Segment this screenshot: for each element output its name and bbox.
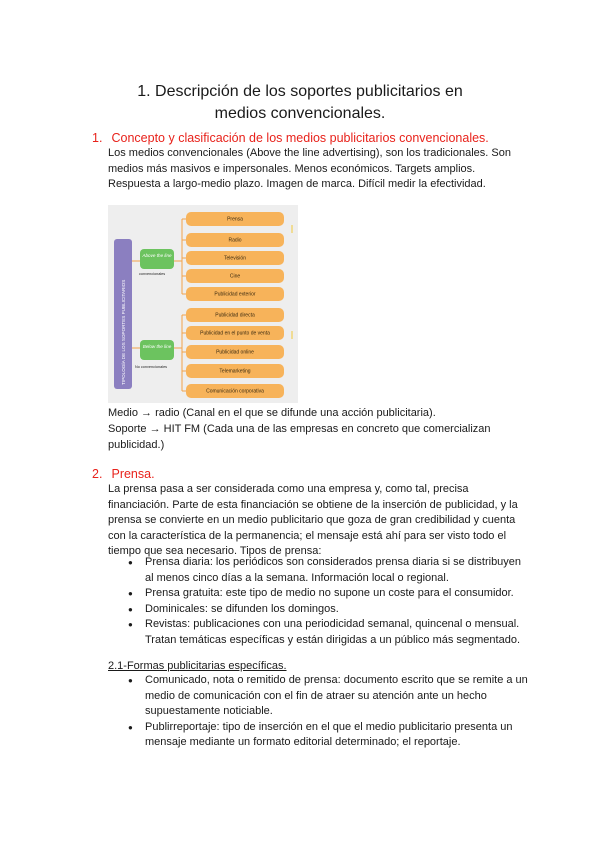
diagram-group-below xyxy=(140,340,174,360)
diagram-group-above-label: Above the line xyxy=(142,253,172,258)
media-classification-diagram xyxy=(108,205,298,403)
page-title: 1. Descripción de los soportes publicitarios en medios convencionales. xyxy=(137,82,463,122)
advertising-forms-list xyxy=(108,673,528,751)
section-1-heading xyxy=(92,130,489,146)
definition-soporte: Soporte → HIT FM (Cada una de las empresas en concreto que comercializan publicidad.) xyxy=(108,423,491,451)
diagram-above-item-label: Radio xyxy=(228,237,242,244)
subsection-2-1-heading: 2.1-Formas publicitarias específicas. xyxy=(108,660,287,672)
section-1-heading-text: Concepto y clasificación de los medios publicitarios convencionales. xyxy=(111,131,489,145)
diagram-group-below-note: No convencionales xyxy=(135,365,168,369)
diagram-below-item-label: Telemarketing xyxy=(219,368,251,375)
diagram-above-item-label: Cine xyxy=(229,273,241,280)
diagram-svg xyxy=(108,205,298,403)
press-types-list xyxy=(108,555,528,648)
definition-medio: Medio → radio (Canal en el que se difunde una acción publicitaria). xyxy=(108,407,436,419)
diagram-above-item-label: Televisión xyxy=(224,255,246,262)
diagram-below-item-label: Comunicación corporativa xyxy=(206,388,264,395)
diagram-below-item-label: Publicidad online xyxy=(216,349,254,356)
diagram-group-above-note: convencionales xyxy=(139,272,166,276)
list-item: ● Dominicales: se difunden los domingos. xyxy=(108,602,528,618)
list-item: ● Comunicado, nota o remitido de prensa: documento escrito que se remite a un medio de comunicación con el fin de atraer su atención ante un hecho supuestamente noticiable. xyxy=(108,673,528,720)
section-1-paragraph: Los medios convencionales (Above the line advertising), son los tradicionales. Son medios más masivos e impersonales. Menos económicos. Targets amplios. Respuesta a largo-medio plazo. Imagen de marca. Difícil medir la efectividad. xyxy=(108,147,511,190)
section-2-number: 2. xyxy=(92,467,103,481)
section-2-heading xyxy=(92,466,155,482)
diagram-vertical-label: TIPOLOGÍA DE LOS SOPORTES PUBLICITARIOS xyxy=(121,279,126,385)
diagram-above-item-label: Publicidad exterior xyxy=(214,291,256,298)
list-item: ● Prensa diaria: los periódicos son considerados prensa diaria si se distribuyen al menos cinco días a la semana. Información local o regional. xyxy=(108,555,528,586)
diagram-below-item-label: Publicidad en el punto de venta xyxy=(200,330,270,337)
diagram-below-item-label: Publicidad directa xyxy=(215,312,255,319)
list-item: ● Revistas: publicaciones con una periodicidad semanal, quincenal o mensual. Tratan temáticas específicas y están dirigidas a un público más segmentado. xyxy=(108,617,528,648)
list-item: ● Publirreportaje: tipo de inserción en el que el medio publicitario presenta un mensaje mediante un formato editorial determinado; el reportaje. xyxy=(108,720,528,751)
section-2-heading-text: Prensa. xyxy=(111,467,155,481)
diagram-group-below-label: Below the line xyxy=(142,344,172,349)
list-item: ● Prensa gratuita: este tipo de medio no supone un coste para el consumidor. xyxy=(108,586,528,602)
section-1-number: 1. xyxy=(92,131,103,145)
diagram-group-above xyxy=(140,249,174,269)
section-2-paragraph: La prensa pasa a ser considerada como una empresa y, como tal, precisa financiación. Parte de esta financiación se obtiene de la inserción de publicidad, y la prensa se convierte en un medio publicitario que goza de gran credibilidad y cuenta con la característica de la permanencia; el mensaje está ahí para ser visto todo el tiempo que sea necesario. Tipos de prensa: xyxy=(108,483,518,557)
diagram-above-item-label: Prensa xyxy=(227,216,243,223)
